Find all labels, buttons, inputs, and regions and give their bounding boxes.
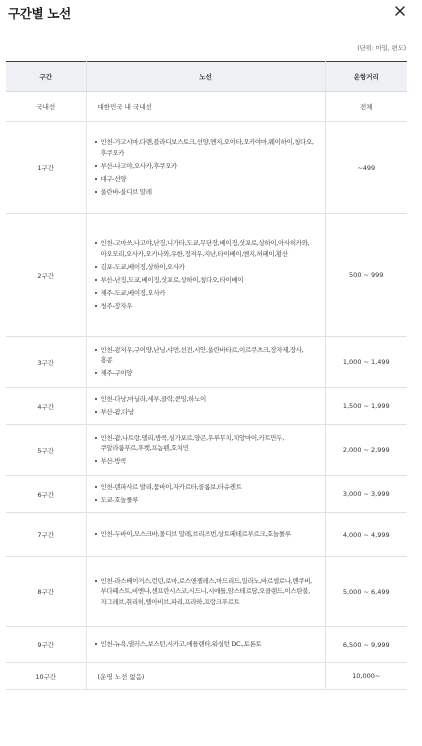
unit-note: (단위: 마일, 편도) xyxy=(357,44,406,52)
route-item: 도쿄-호놀룰루 xyxy=(94,495,315,506)
table-row xyxy=(6,337,407,388)
routes-cell xyxy=(86,214,325,337)
table-body xyxy=(6,92,407,690)
table-row xyxy=(6,513,407,557)
section-cell: 9구간 xyxy=(6,627,86,663)
route-item: 인천-라스베이거스,런던,로마,로스앤젤레스,마드리드,밀라노,바르셀로나,밴쿠버,부다페스트,비엔나,샌프란시스코,시드니,시애틀,암스테르담,오클랜드,이스탄불,자그레브,취리히,텔아비브,파리,프라하,프랑크푸르트 xyxy=(94,576,315,608)
table-row xyxy=(6,627,407,663)
routes-cell xyxy=(86,476,325,513)
route-item: 부산-방콕 xyxy=(94,456,315,467)
table-row xyxy=(6,388,407,425)
route-list xyxy=(94,576,315,608)
route-item: 인천-가고시마,다롄,블라디보스토크,선양,옌지,오이타,오카야마,웨이하이,칭다오,후쿠오카 xyxy=(94,137,315,158)
routes-cell xyxy=(86,425,325,476)
route-item: 인천-괌,나트랑,델리,방콕,싱가포르,양곤,우루무치,치앙마이,카트만두,쿠알라룸푸르,푸켓,프놈펜,호치민 xyxy=(94,433,315,454)
distance-cell: 5,000 ~ 6,499 xyxy=(325,557,407,627)
table-row xyxy=(6,557,407,627)
distance-cell: 500 ~ 999 xyxy=(325,214,407,337)
table-header-row xyxy=(6,62,407,92)
header-distance: 운항거리 xyxy=(325,62,407,92)
table-row xyxy=(6,425,407,476)
section-cell: 1구간 xyxy=(6,122,86,214)
route-table xyxy=(6,61,407,690)
modal-title: 구간별 노선 xyxy=(8,6,71,21)
route-list xyxy=(94,529,315,540)
route-item: 김포-도쿄,베이징,상하이,오사카 xyxy=(94,262,315,273)
route-list xyxy=(94,345,315,379)
routes-cell xyxy=(86,557,325,627)
route-item: 인천-덴파사르 발리,뭄바이,자카르타,콜롬보,타슈켄트 xyxy=(94,482,315,493)
table-row xyxy=(6,663,407,690)
section-cell: 국내선 xyxy=(6,92,86,122)
route-item: 인천-고마쓰,나고야,난징,니가타,도쿄,무단장,베이징,삿포로,상하이,아사히카와,아오모리,오사카,오키나와,우한,정저우,지난,타이베이,옌지,허페이,황산 xyxy=(94,238,315,259)
route-item: 제주-구이양 xyxy=(94,368,315,379)
close-icon xyxy=(392,3,408,19)
distance-cell: 2,000 ~ 2,999 xyxy=(325,425,407,476)
route-item: 부산-나고야,오사카,후쿠오카 xyxy=(94,161,315,172)
route-item: 울란바-울디브 말레 xyxy=(94,187,315,198)
route-item: 제주-도쿄,베이징,오사카 xyxy=(94,288,315,299)
route-list xyxy=(94,238,315,311)
table-row xyxy=(6,214,407,337)
close-button[interactable] xyxy=(392,3,408,19)
routes-cell: (운영 노선 없음) xyxy=(86,663,325,690)
table-row xyxy=(6,476,407,513)
route-list xyxy=(94,433,315,467)
routes-cell xyxy=(86,122,325,214)
route-item: 부산-난징,도쿄,베이징,삿포로,상하이,칭다오,타이베이 xyxy=(94,275,315,286)
route-item: 인천-뉴욕,댈러스,보스턴,시카고,애틀랜타,워싱턴 DC.,토론토 xyxy=(94,639,315,650)
routes-cell xyxy=(86,627,325,663)
distance-cell: 1,000 ~ 1,499 xyxy=(325,337,407,388)
section-cell: 10구간 xyxy=(6,663,86,690)
modal-header xyxy=(0,0,422,26)
section-cell: 3구간 xyxy=(6,337,86,388)
section-cell: 4구간 xyxy=(6,388,86,425)
route-item: 청주-장자우 xyxy=(94,301,315,312)
distance-cell: 1,500 ~ 1,999 xyxy=(325,388,407,425)
distance-cell: ~499 xyxy=(325,122,407,214)
route-item: 대구-선양 xyxy=(94,174,315,185)
route-item: 인천-다낭,마닐라,세부,클락,쿤밍,하노이 xyxy=(94,394,315,405)
routes-cell xyxy=(86,337,325,388)
distance-cell: 6,500 ~ 9,999 xyxy=(325,627,407,663)
section-cell: 6구간 xyxy=(6,476,86,513)
header-section: 구간 xyxy=(6,62,86,92)
distance-cell: 10,000~ xyxy=(325,663,407,690)
table-row xyxy=(6,92,407,122)
route-list xyxy=(94,639,315,650)
section-cell: 7구간 xyxy=(6,513,86,557)
route-item: 부산-괌,다낭 xyxy=(94,407,315,418)
section-cell: 8구간 xyxy=(6,557,86,627)
section-cell: 5구간 xyxy=(6,425,86,476)
route-list xyxy=(94,137,315,197)
routes-cell xyxy=(86,513,325,557)
table-row xyxy=(6,122,407,214)
header-routes: 노선 xyxy=(86,62,325,92)
distance-cell: 3,000 ~ 3,999 xyxy=(325,476,407,513)
route-list xyxy=(94,482,315,506)
distance-cell: 4,000 ~ 4,999 xyxy=(325,513,407,557)
routes-cell: 대한민국 내 국내선 xyxy=(86,92,325,122)
distance-cell: 전체 xyxy=(325,92,407,122)
route-item: 인천-두바이,모스크바,몰디브 말레,브리즈번,상트페테르부르크,호놀룰루 xyxy=(94,529,315,540)
route-list xyxy=(94,394,315,418)
route-item: 인천-광저우,구이양,난닝,샤먼,선전,시안,울란바타르,이르쿠츠크,장자제,장사,홍콩 xyxy=(94,345,315,366)
routes-cell xyxy=(86,388,325,425)
section-cell: 2구간 xyxy=(6,214,86,337)
